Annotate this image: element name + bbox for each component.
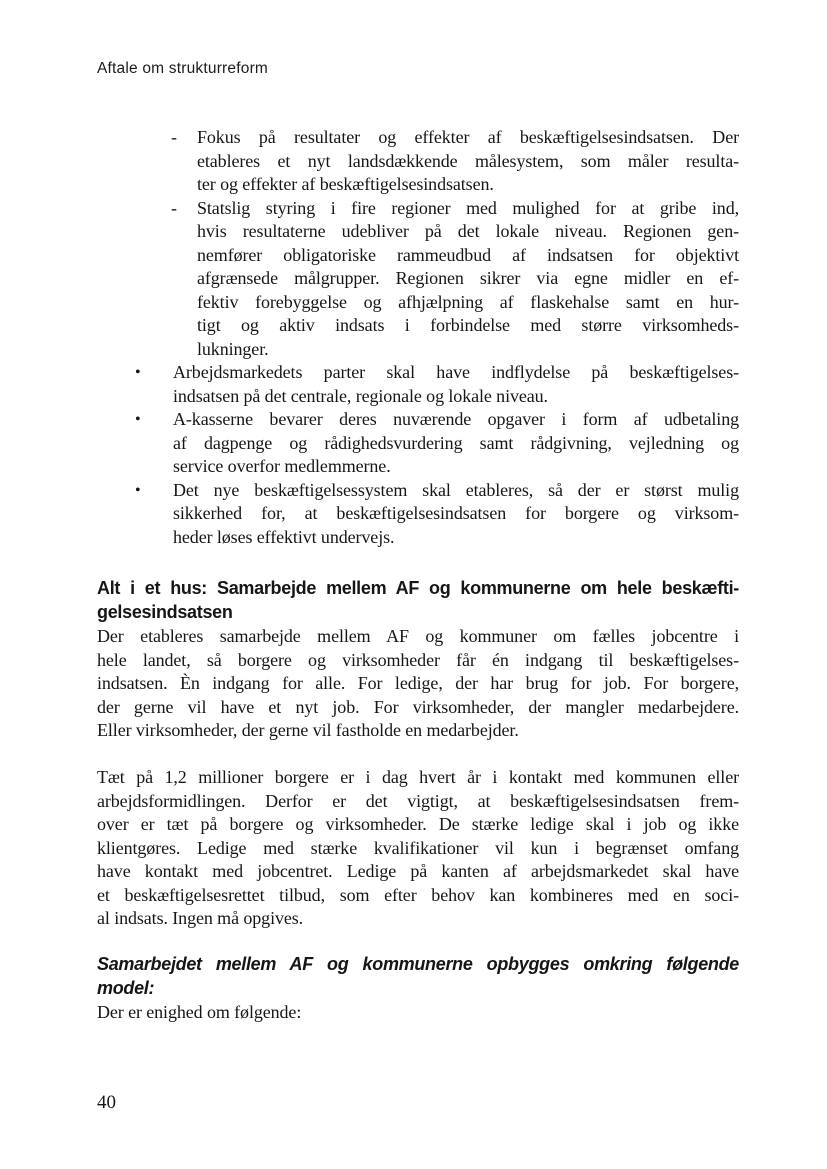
text-line: sikkerhed for, at beskæftigelsesindsatsen for borgere og virksom- — [173, 503, 739, 523]
text-line: al indsats. Ingen må opgives. — [97, 908, 304, 928]
list-item-text — [197, 126, 739, 197]
text-line: Arbejdsmarkedets parter skal have indflydelse på beskæftigelses- — [173, 362, 739, 382]
list-item — [135, 408, 739, 479]
text-line: arbejdsformidlingen. Derfor er det vigtigt, at beskæftigelsesindsatsen frem- — [97, 790, 739, 811]
text-line: over er tæt på borgere og virksomheder. De stærke ledige skal i job og ikke — [97, 814, 739, 834]
text-line: service overfor medlemmerne. — [173, 456, 391, 476]
text-line: hele landet, så borgere og virksomheder får én indgang til beskæftigelses- — [97, 649, 739, 670]
text-line: Det nye beskæftigelsessystem skal etableres, så der er størst mulig — [173, 479, 739, 500]
list-item — [171, 126, 739, 197]
running-header: Aftale om strukturreform — [97, 60, 269, 77]
body-paragraph — [97, 625, 739, 743]
bullet-icon: • — [135, 364, 141, 381]
text-line: nemfører obligatoriske rammeudbud af indsatsen for objektivt — [197, 244, 739, 265]
text-line: tigt og aktiv indsats i forbindelse med større virksomheds- — [197, 315, 739, 335]
text-line: indsatsen. Èn indgang for alle. For ledige, der har brug for job. For borgere, — [97, 673, 739, 693]
text-line: Statslig styring i fire regioner med mulighed for at gribe ind, — [197, 197, 739, 218]
list-item-text — [173, 361, 739, 408]
text-line: ter og effekter af beskæftigelsesindsatsen. — [197, 174, 494, 194]
text-line: heder løses effektivt undervejs. — [173, 526, 395, 547]
text-line: have kontakt med jobcentret. Ledige på kanten af arbejdsmarkedet skal have — [97, 861, 739, 881]
body-paragraph — [97, 766, 739, 931]
dash-marker: - — [171, 127, 177, 147]
text-line: model: — [97, 977, 155, 998]
text-line: hvis resultaterne udebliver på det lokale niveau. Regionen gen- — [197, 221, 739, 241]
text-line: afgrænsede målgrupper. Regionen sikrer via egne midler en ef- — [197, 268, 739, 288]
text-line: etableres et nyt landsdækkende målesystem, som måler resulta- — [197, 150, 739, 171]
list-item-text — [197, 197, 739, 362]
text-line: klientgøres. Ledige med stærke kvalifikationer vil kun i begrænset omfang — [97, 837, 739, 858]
list-item — [171, 197, 739, 362]
closing-line: Der er enighed om følgende: — [97, 1002, 302, 1022]
text-line: A-kasserne bevarer deres nuværende opgaver i form af udbetaling — [173, 409, 739, 429]
text-line: af dagpenge og rådighedsvurdering samt rådgivning, vejledning og — [173, 432, 739, 453]
text-line: Der etableres samarbejde mellem AF og kommuner om fælles jobcentre i — [97, 626, 739, 646]
text-line: Fokus på resultater og effekter af beskæftigelsesindsatsen. Der — [197, 127, 739, 147]
list-item — [135, 361, 739, 408]
list-item-text — [173, 408, 739, 479]
text-line: indsatsen på det centrale, regionale og lokale niveau. — [173, 385, 548, 406]
list-item-text — [173, 479, 739, 550]
text-line: lukninger. — [197, 338, 269, 359]
dash-marker: - — [171, 197, 177, 218]
text-line: et beskæftigelsesrettet tilbud, som efter behov kan kombineres med en soci- — [97, 884, 739, 905]
text-line: fektiv forebyggelse og afhjælpning af flaskehalse samt en hur- — [197, 291, 739, 312]
bullet-icon: • — [135, 481, 141, 499]
section-heading — [97, 577, 739, 624]
bullet-icon: • — [135, 411, 141, 428]
text-line: Tæt på 1,2 millioner borgere er i dag hvert år i kontakt med kommunen eller — [97, 767, 739, 787]
list-block — [97, 126, 739, 549]
text-line: Eller virksomheder, der gerne vil fastholde en medarbejder. — [97, 720, 519, 740]
text-line: Alt i et hus: Samarbejde mellem AF og kommunerne om hele beskæfti- — [97, 578, 739, 598]
list-item — [135, 479, 739, 550]
text-line: der gerne vil have et nyt job. For virksomheder, der mangler medarbejdere. — [97, 696, 739, 717]
italic-subheading — [97, 953, 739, 1000]
text-line: gelsesindsatsen — [97, 601, 233, 622]
page-number: 40 — [97, 1092, 116, 1113]
text-line: Samarbejdet mellem AF og kommunerne opbygges omkring følgende — [97, 954, 739, 974]
